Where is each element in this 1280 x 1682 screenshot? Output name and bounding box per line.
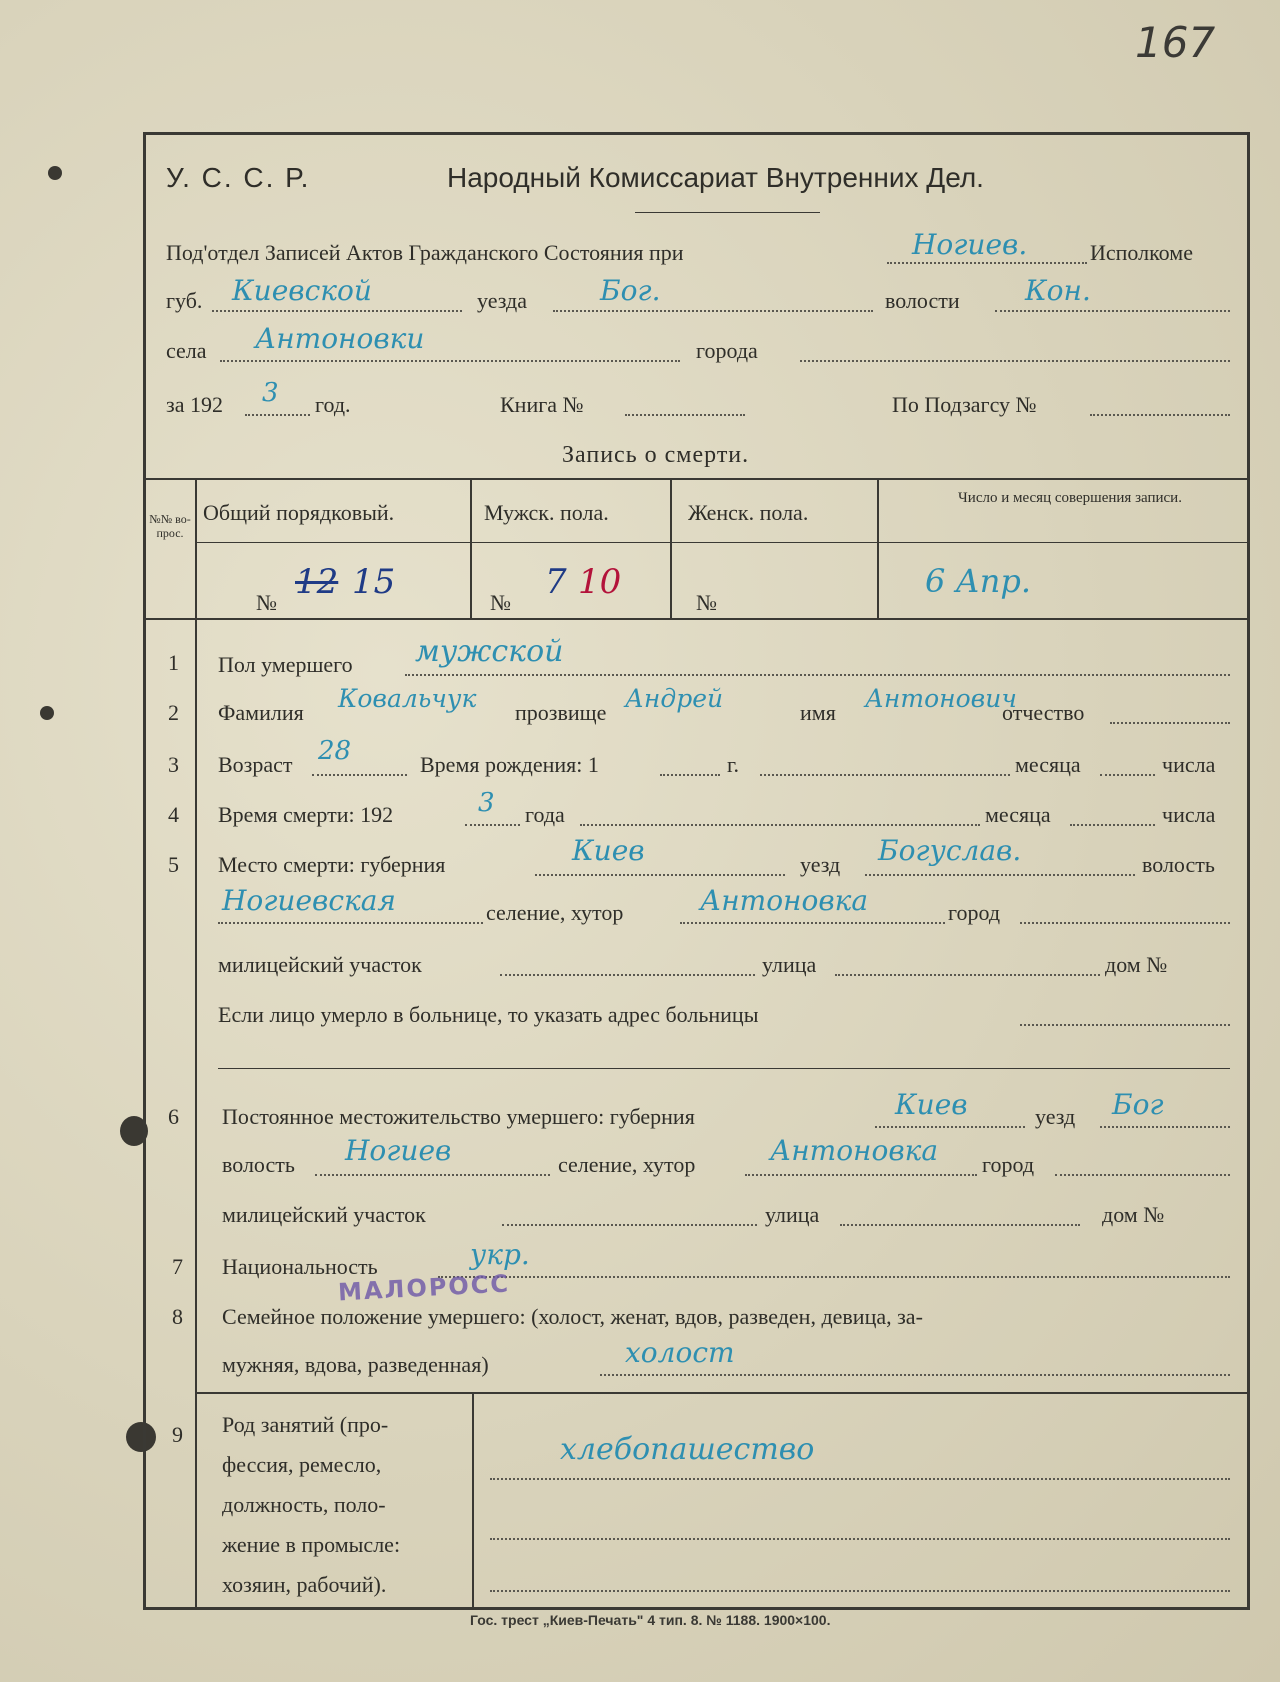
col-date-header: Число и месяц совершения записи. <box>958 490 1182 506</box>
table-header-divider <box>195 542 1250 543</box>
death-time-label: Время смерти: 192 <box>218 802 394 827</box>
death-volost-label: волость <box>1142 852 1215 877</box>
year-label: за 192 <box>166 392 223 417</box>
occupation-label-3: должность, поло- <box>222 1492 386 1517</box>
residence-village-label: селение, хутор <box>558 1152 696 1177</box>
book-field-line <box>625 414 745 416</box>
male-value: 10 <box>578 562 622 602</box>
residence-gub-value: Киев <box>895 1088 968 1121</box>
row-number: 4 <box>168 802 179 827</box>
death-year-line <box>465 824 520 826</box>
republic-header: У. С. С. Р. <box>166 162 311 193</box>
binding-hole <box>48 166 62 180</box>
death-village-value: Антоновка <box>700 884 869 917</box>
death-place-label: Место смерти: губерния <box>218 852 446 877</box>
death-militia-label: милицейский участок <box>218 952 422 977</box>
col-divider <box>670 478 672 618</box>
marital-value: холост <box>625 1336 735 1369</box>
death-volost-value: Ногиевская <box>222 884 396 917</box>
death-village-label: селение, хутор <box>486 900 624 925</box>
birth-day-line <box>1100 774 1155 776</box>
birth-year-line <box>660 774 720 776</box>
year-suffix: год. <box>315 392 351 417</box>
sex-field-line <box>405 674 1230 676</box>
selo-field-line <box>220 360 680 362</box>
hospital-field-line <box>1020 1024 1230 1026</box>
death-uezd-label: уезд <box>800 852 841 877</box>
col-female-header: Женск. пола. <box>688 500 809 525</box>
nickname-value: Андрей <box>625 684 724 713</box>
col-divider <box>877 478 879 618</box>
residence-uezd-line <box>1100 1126 1230 1128</box>
surname-value: Ковальчук <box>338 684 477 713</box>
residence-volost-line <box>315 1174 550 1176</box>
occupation-label-1: Род занятий (про- <box>222 1412 389 1437</box>
male-no-label: № <box>490 590 511 615</box>
occupation-line-3 <box>490 1590 1230 1592</box>
residence-street-label: улица <box>765 1202 820 1227</box>
nationality-label: Национальность <box>222 1254 378 1279</box>
occupation-label-2: фессия, ремесло, <box>222 1452 382 1477</box>
residence-village-line <box>745 1174 977 1176</box>
uezd-value: Бог. <box>600 274 661 307</box>
row-number: 7 <box>172 1254 183 1279</box>
nickname-label: прозвище <box>515 700 607 725</box>
residence-volost-label: волость <box>222 1152 295 1177</box>
podzags-field-line <box>1090 414 1230 416</box>
row-number: 9 <box>172 1422 183 1447</box>
gub-value: Киевской <box>232 274 372 307</box>
residence-city-label: город <box>982 1152 1035 1177</box>
uezd-field-line <box>553 310 873 312</box>
header-divider <box>635 212 820 213</box>
age-value: 28 <box>318 736 352 766</box>
nationality-field-line <box>438 1276 1230 1278</box>
record-date-value: 6 Апр. <box>925 562 1032 600</box>
volost-field-line <box>995 310 1230 312</box>
hospital-second-line <box>218 1068 1230 1069</box>
row-number: 3 <box>168 752 179 777</box>
year-field-line <box>245 414 310 416</box>
year-value: 3 <box>262 378 279 408</box>
sex-value: мужской <box>415 634 564 669</box>
death-house-label: дом № <box>1105 952 1168 977</box>
birth-month-line <box>760 774 1010 776</box>
death-month-line <box>580 824 980 826</box>
marital-field-line <box>600 1374 1230 1376</box>
row-number: 1 <box>168 650 179 675</box>
col-general-header: Общий порядковый. <box>203 500 395 525</box>
death-city-label: город <box>948 900 1001 925</box>
department-field-line <box>887 262 1087 264</box>
death-gub-value: Киев <box>572 834 645 867</box>
residence-street-line <box>840 1224 1080 1226</box>
gorod-label: города <box>696 338 758 363</box>
male-struck-value: 7 <box>545 562 567 602</box>
death-village-line <box>680 922 945 924</box>
occupation-line-1 <box>490 1478 1230 1480</box>
age-field-line <box>312 774 407 776</box>
death-day-label: числа <box>1162 802 1216 827</box>
death-uezd-line <box>865 874 1135 876</box>
binding-hole <box>40 706 54 720</box>
death-year-value: 3 <box>478 788 495 818</box>
general-value: 15 <box>352 562 396 602</box>
residence-uezd-value: Бог <box>1112 1088 1164 1121</box>
number-column-divider <box>195 618 197 1608</box>
name-value: Антонович <box>865 684 1017 713</box>
patronymic-label: отчество <box>1002 700 1085 725</box>
death-month-label: месяца <box>985 802 1051 827</box>
residence-volost-value: Ногиев <box>345 1134 452 1167</box>
marital-label-line2: мужняя, вдова, разведенная) <box>222 1352 489 1377</box>
death-day-line <box>1070 824 1155 826</box>
col-divider <box>195 478 197 618</box>
uezd-label: уезда <box>477 288 527 313</box>
selo-value: Антоновки <box>255 322 425 355</box>
section-divider <box>195 1392 1250 1394</box>
residence-village-value: Антоновка <box>770 1134 939 1167</box>
gub-label: губ. <box>166 288 203 313</box>
birth-year-suffix: г. <box>727 752 740 777</box>
gorod-field-line <box>800 360 1230 362</box>
death-year-label: года <box>525 802 565 827</box>
patronymic-field-line <box>1110 722 1230 724</box>
podzags-label: По Подзагсу № <box>892 392 1037 417</box>
department-value: Ногиев. <box>912 228 1028 261</box>
row-number: 8 <box>172 1304 183 1329</box>
selo-label: села <box>166 338 207 363</box>
residence-gub-line <box>875 1126 1025 1128</box>
volost-label: волости <box>885 288 960 313</box>
surname-label: Фамилия <box>218 700 304 725</box>
death-volost-line <box>218 922 483 924</box>
residence-label: Постоянное местожительство умершего: губерния <box>222 1104 695 1129</box>
death-gub-line <box>535 874 785 876</box>
residence-city-line <box>1055 1174 1230 1176</box>
col-divider <box>470 478 472 618</box>
page-number: 167 <box>1135 18 1216 67</box>
nationality-value: укр. <box>470 1238 530 1271</box>
birth-label: Время рождения: 1 <box>420 752 599 777</box>
occupation-value: хлебопашество <box>560 1432 815 1467</box>
row-number: 5 <box>168 852 179 877</box>
printer-imprint: Гос. трест „Киев-Печать" 4 тип. 8. № 1188. 1900×100. <box>470 1612 831 1628</box>
name-label: имя <box>800 700 836 725</box>
marital-label-line1: Семейное положение умершего: (холост, женат, вдов, разведен, девица, за- <box>222 1304 923 1329</box>
female-no-label: № <box>696 590 717 615</box>
residence-militia-line <box>502 1224 757 1226</box>
death-uezd-value: Богуслав. <box>878 834 1022 867</box>
occupation-divider <box>472 1392 474 1608</box>
residence-militia-label: милицейский участок <box>222 1202 426 1227</box>
volost-value: Кон. <box>1025 274 1091 307</box>
col-male-header: Мужск. пола. <box>484 500 609 525</box>
occupation-line-2 <box>490 1538 1230 1540</box>
death-street-label: улица <box>762 952 817 977</box>
age-label: Возраст <box>218 752 293 777</box>
occupation-label-5: хозяин, рабочий). <box>222 1572 387 1597</box>
general-struck-value: 12 <box>295 562 339 602</box>
nationality-stamp: МАЛОРОСС <box>337 1269 511 1307</box>
general-no-label: № <box>256 590 277 615</box>
gub-field-line <box>212 310 462 312</box>
row-number: 2 <box>168 700 179 725</box>
record-title: Запись о смерти. <box>562 442 750 468</box>
book-label: Книга № <box>500 392 584 417</box>
death-militia-line <box>500 974 755 976</box>
birth-day-label: числа <box>1162 752 1216 777</box>
sex-label: Пол умершего <box>218 652 353 677</box>
col-question-numbers: №№ во-прос. <box>149 512 191 540</box>
ministry-header: Народный Комиссариат Внутренних Дел. <box>447 162 984 193</box>
occupation-label-4: жение в промысле: <box>222 1532 401 1557</box>
death-street-line <box>835 974 1100 976</box>
death-city-line <box>1020 922 1230 924</box>
table-top-line <box>143 478 1250 480</box>
department-label: Под'отдел Записей Актов Гражданского Состояния при <box>166 240 684 265</box>
department-suffix: Исполкоме <box>1090 240 1193 265</box>
hospital-label: Если лицо умерло в больнице, то указать адрес больницы <box>218 1002 759 1027</box>
birth-month-label: месяца <box>1015 752 1081 777</box>
row-number: 6 <box>168 1104 179 1129</box>
residence-house-label: дом № <box>1102 1202 1165 1227</box>
residence-uezd-label: уезд <box>1035 1104 1076 1129</box>
table-bottom-line <box>143 618 1250 620</box>
